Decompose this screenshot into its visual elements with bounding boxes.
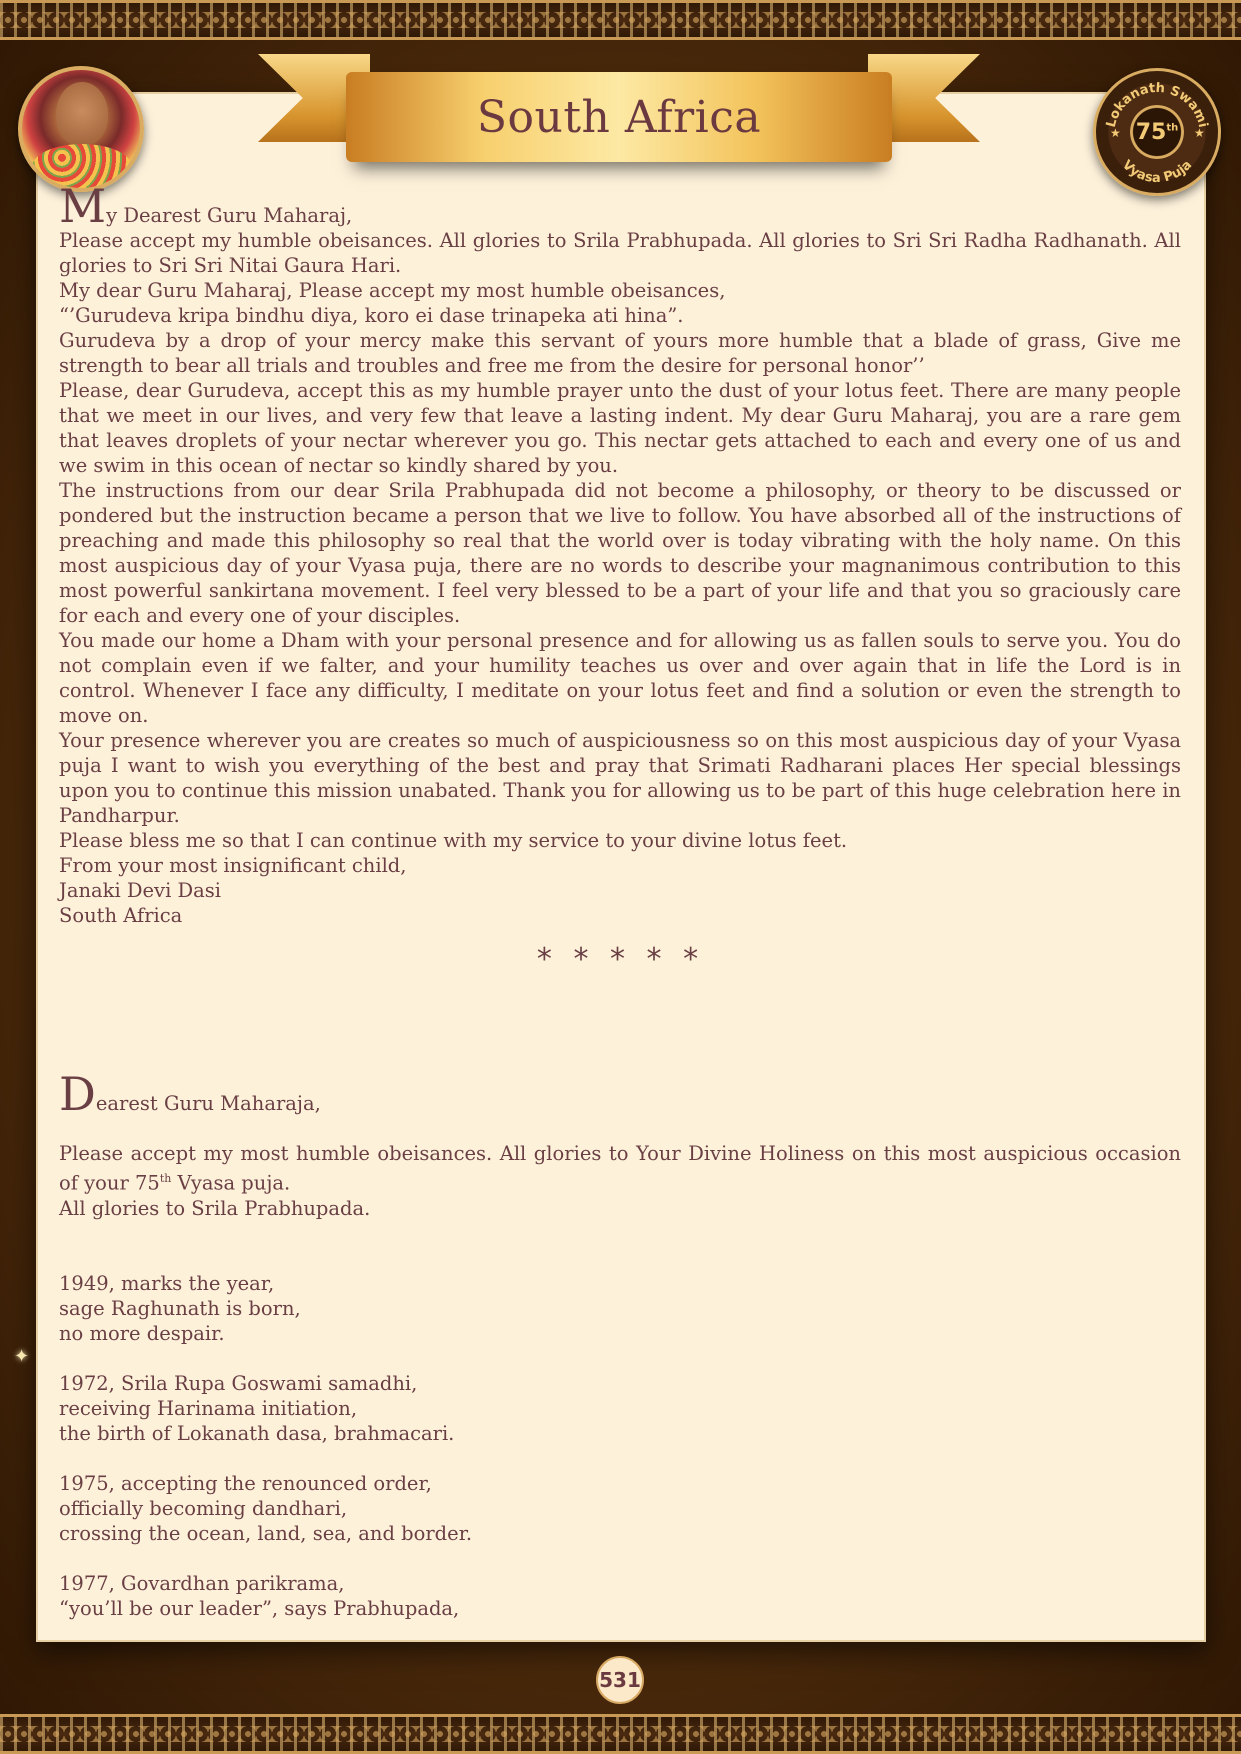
seal-top-text: Lokanath Swami xyxy=(1103,80,1211,130)
poem-line: 1977, Govardhan parikrama, xyxy=(59,1571,345,1595)
paragraph: “’Gurudeva kripa bindhu diya, koro ei dase trinapeka ati hina”. xyxy=(59,304,684,327)
letter-two-salutation xyxy=(59,1067,1181,1121)
poem-line: receiving Harinama initiation, xyxy=(59,1396,358,1420)
dropcap: D xyxy=(59,1067,96,1121)
dropcap: M xyxy=(59,179,107,233)
guru-portrait-photo xyxy=(18,66,144,192)
intro-paragraph xyxy=(59,1141,1181,1196)
poem-line: 1975, accepting the renounced order, xyxy=(59,1471,432,1495)
poem-line: no more despair. xyxy=(59,1321,225,1345)
poem-line: crossing the ocean, land, sea, and border. xyxy=(59,1521,473,1545)
poem-line: officially becoming dandhari, xyxy=(59,1496,348,1520)
salutation-text: y Dearest Guru Maharaj, xyxy=(106,204,353,227)
seal-center-badge xyxy=(1130,105,1184,159)
seal-number xyxy=(1136,120,1179,145)
title-banner xyxy=(258,50,980,166)
page-title: South Africa xyxy=(476,91,762,143)
poem-line: sage Raghunath is born, xyxy=(59,1296,301,1320)
salutation-text: earest Guru Maharaja, xyxy=(95,1092,321,1115)
intro-text-end: Vyasa puja. xyxy=(171,1171,291,1195)
intro-line: All glories to Srila Prabhupada. xyxy=(59,1196,371,1220)
banner-ribbon xyxy=(346,72,892,162)
svg-text:Vyasa Puja xyxy=(1119,158,1195,187)
poem-line: the birth of Lokanath dasa, brahmacari. xyxy=(59,1421,455,1445)
seal-number-suffix: th xyxy=(1166,122,1179,134)
intro-text: Please accept my most humble obeisances. All glories to Your Divine Holiness on this most auspicious occasion of your 75 xyxy=(59,1142,1181,1195)
signature-location: South Africa xyxy=(59,904,183,927)
seal-star-right-icon: ★ xyxy=(1194,126,1205,140)
sparkle-icon: ✦ xyxy=(14,1346,30,1367)
paragraph: Please accept my humble obeisances. All glories to Srila Prabhupada. All glories to Sri Sri Radha Radhanath. All glories to Sri Sri Nitai Gaura Hari. xyxy=(59,229,1181,277)
letter-one xyxy=(59,179,1181,928)
poem-line: 1972, Srila Rupa Goswami samadhi, xyxy=(59,1371,418,1395)
poem-line: “you’ll be our leader”, says Prabhupada, xyxy=(59,1596,460,1620)
signature-name: Janaki Devi Dasi xyxy=(59,879,222,902)
paragraph: Please bless me so that I can continue with my service to your divine lotus feet. xyxy=(59,829,848,852)
paragraph: You made our home a Dham with your personal presence and for allowing us as fallen souls to serve you. You do not complain even if we falter, and your humility teaches us over and over again that in life the Lord is in control. Whenever I face any difficulty, I meditate on your lotus feet and find a solution or even the strength to move on. xyxy=(59,629,1181,727)
seal-bottom-text: Vyasa Puja xyxy=(1118,157,1196,187)
seal-number-value: 75 xyxy=(1135,119,1167,145)
seal-star-left-icon: ★ xyxy=(1110,126,1121,140)
bottom-decorative-border xyxy=(0,1714,1241,1754)
section-separator: * * * * * xyxy=(536,942,705,977)
paragraph: Gurudeva by a drop of your mercy make this servant of yours more humble that a blade of grass, Give me strength to bear all trials and troubles and free me from the desire for personal honor’’ xyxy=(59,329,1181,377)
letter-one-salutation xyxy=(59,179,1181,233)
paragraph: Please, dear Gurudeva, accept this as my humble prayer unto the dust of your lotus feet. There are many people that we meet in our lives, and very few that leave a lasting indent. My dear Guru Maharaj, you are a rare gem that leaves droplets of your nectar wherever you go. This nectar gets attached to each and every one of us and we swim in this ocean of nectar so kindly shared by you. xyxy=(59,379,1181,477)
top-decorative-border xyxy=(0,0,1241,40)
portrait-face xyxy=(56,82,108,146)
paragraph: Your presence wherever you are creates so much of auspiciousness so on this most auspicious day of your Vyasa puja I want to wish you everything of the best and pray that Srimati Radharani places Her special blessings upon you to continue this mission unabated. Thank you for allowing us to be part of this huge celebration here in Pandharpur. xyxy=(59,729,1181,827)
vyasa-puja-75-seal-logo xyxy=(1093,68,1221,196)
paragraph: My dear Guru Maharaj, Please accept my most humble obeisances, xyxy=(59,279,726,302)
page-number: 531 xyxy=(596,1656,644,1704)
closing-line: From your most insignificant child, xyxy=(59,854,407,877)
paragraph: The instructions from our dear Srila Prabhupada did not become a philosophy, or theory to be discussed or pondered but the instruction became a person that we live to follow. You have absorbed all of the instructions of preaching and made this philosophy so real that the world over is today vibrating with the holy name. On this most auspicious day of your Vyasa puja, there are no words to describe your magnanimous contribution to this most powerful sankirtana movement. I feel very blessed to be a part of your life and that you so graciously care for each and every one of your disciples. xyxy=(59,479,1181,627)
intro-sup: th xyxy=(159,1172,172,1185)
letter-two xyxy=(59,1067,1181,1621)
poem-line: 1949, marks the year, xyxy=(59,1271,275,1295)
